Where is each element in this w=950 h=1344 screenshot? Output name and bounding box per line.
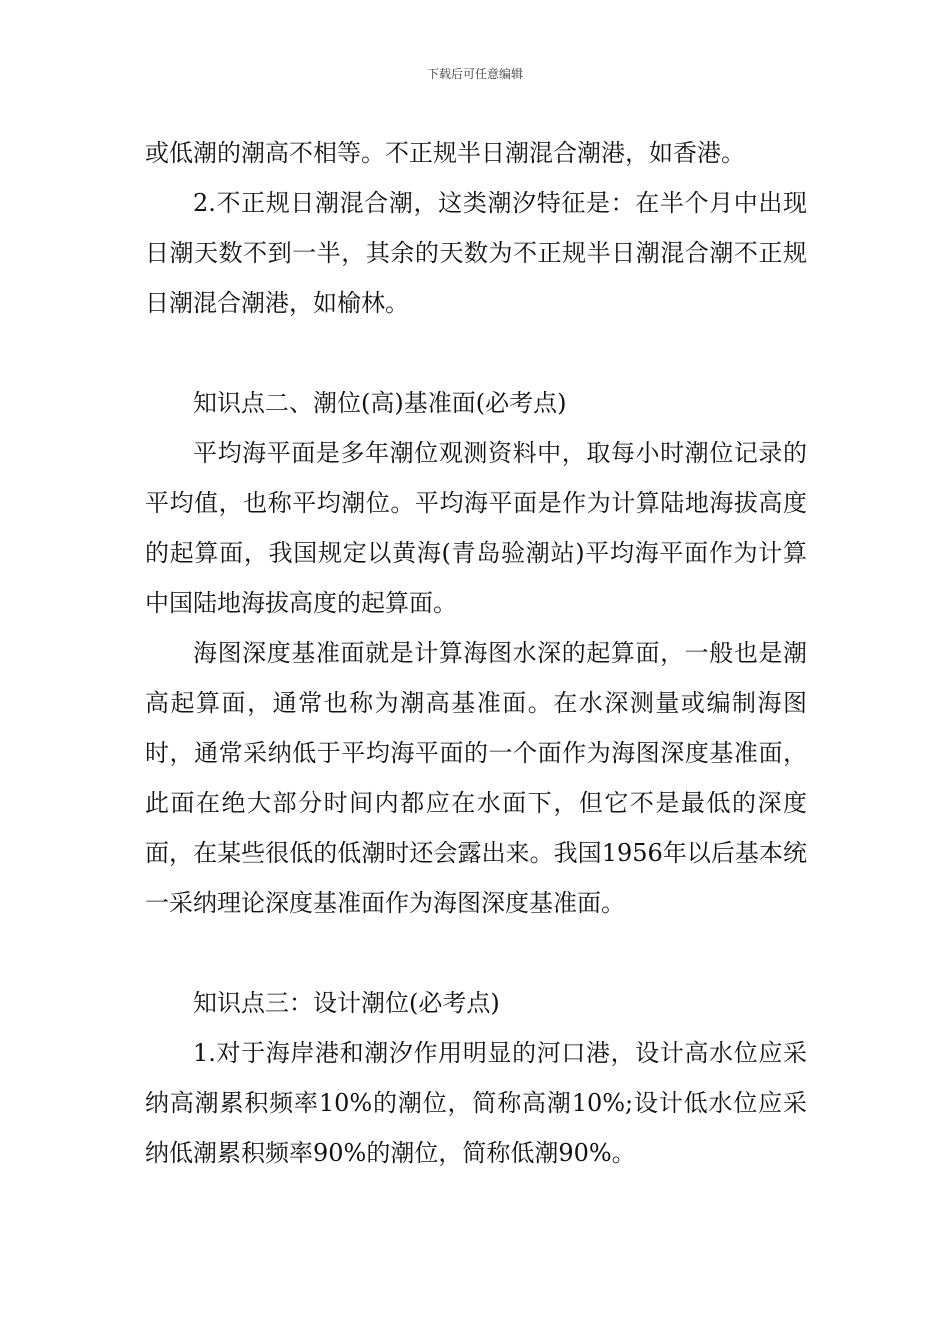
section-heading-2: 知识点二、潮位(高)基准面(必考点) <box>193 389 567 417</box>
paragraph-gap <box>145 328 807 378</box>
paragraph-1: 或低潮的潮高不相等。不正规半日潮混合潮港，如香港。 <box>145 139 745 167</box>
section-heading-3: 知识点三：设计潮位(必考点) <box>193 989 500 1017</box>
document-body <box>145 128 807 1178</box>
page-header: 下载后可任意编辑 <box>426 67 523 81</box>
paragraph-3: 平均海平面是多年潮位观测资料中，取每小时潮位记录的平均值，也称平均潮位。平均海平面是作为计算陆地海拔高度的起算面，我国规定以黄海(青岛验潮站)平均海平面作为计算中国陆地海拔高度的起算面。 <box>145 439 807 617</box>
paragraph-gap <box>145 928 807 978</box>
paragraph-5: 1.对于海岸港和潮汐作用明显的河口港，设计高水位应采纳高潮累积频率10%的潮位，简称高潮10%;设计低水位应采纳低潮累积频率90%的潮位，简称低潮90%。 <box>145 1039 807 1167</box>
paragraph-2: 2.不正规日潮混合潮，这类潮汐特征是：在半个月中出现日潮天数不到一半，其余的天数为不正规半日潮混合潮不正规日潮混合潮港，如榆林。 <box>145 189 807 317</box>
paragraph-4: 海图深度基准面就是计算海图水深的起算面，一般也是潮高起算面，通常也称为潮高基准面。在水深测量或编制海图时，通常采纳低于平均海平面的一个面作为海图深度基准面，此面在绝大部分时间内都应在水面下，但它不是最低的深度面，在某些很低的低潮时还会露出来。我国1956年以后基本统一采纳理论深度基准面作为海图深度基准面。 <box>145 639 807 917</box>
